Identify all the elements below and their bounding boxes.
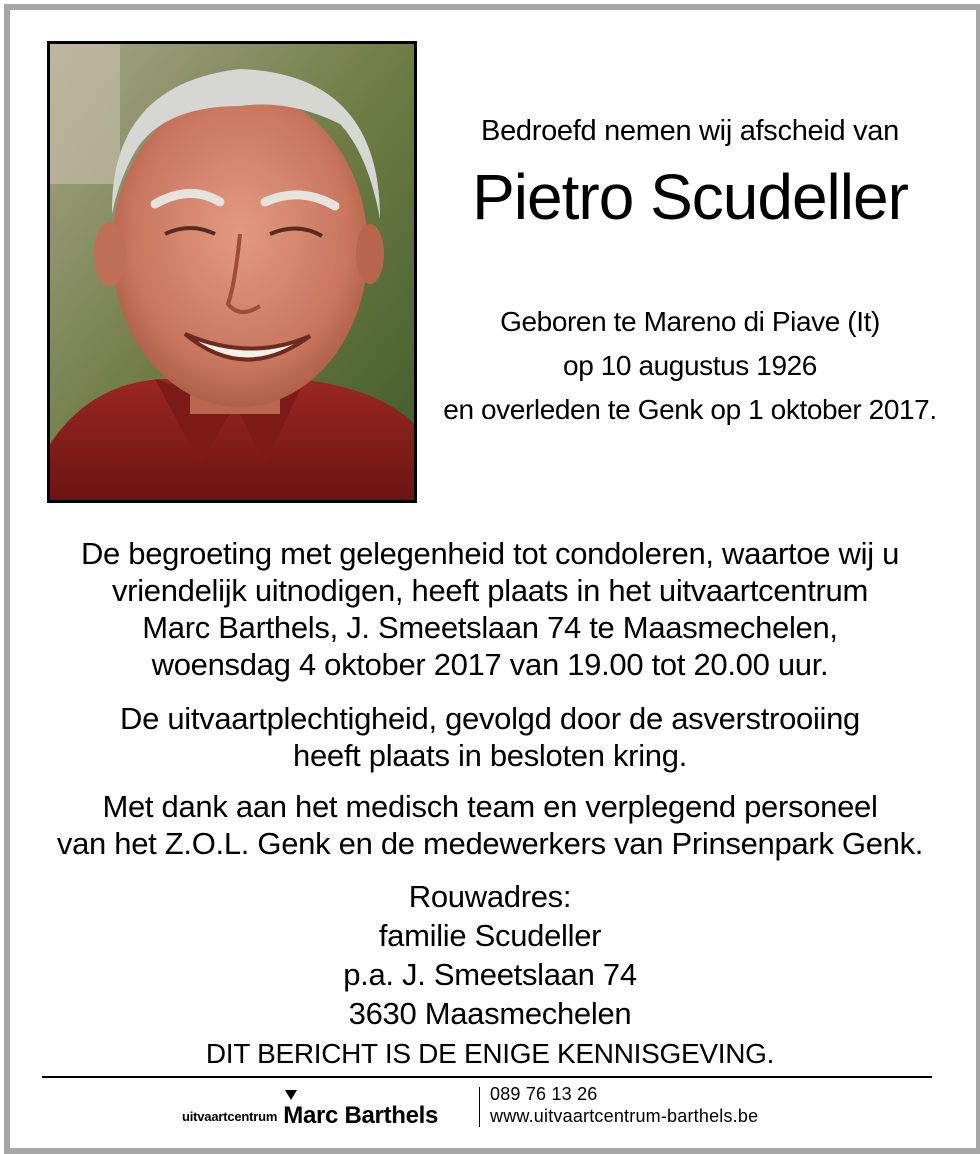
website-link[interactable]: www.uitvaartcentrum-barthels.be — [490, 1106, 759, 1126]
triangle-icon — [285, 1090, 297, 1100]
paragraph-line: Met dank aan het medisch team en verplegend personeel — [102, 789, 878, 824]
brand-name: Marc Barthels — [283, 1102, 439, 1129]
funeral-home-logo — [182, 1094, 438, 1130]
paragraph-line: De begroeting met gelegenheid tot condoleren, waartoe wij u — [80, 536, 900, 571]
thanks-paragraph — [20, 788, 960, 862]
condolence-paragraph — [20, 535, 960, 683]
brand-name-wrap — [283, 1102, 438, 1130]
paragraph-line: De uitvaartplechtigheid, gevolgd door de asverstrooiing — [119, 701, 861, 736]
footer-contact — [490, 1083, 758, 1127]
divider — [42, 1076, 932, 1078]
birth-line: en overleden te Genk op 1 oktober 2017. — [443, 394, 937, 425]
birth-line: Geboren te Mareno di Piave (It) — [500, 306, 880, 337]
address-line: 3630 Maasmechelen — [348, 996, 632, 1031]
paragraph-line: woensdag 4 oktober 2017 van 19.00 tot 20.00 uur. — [151, 647, 829, 682]
paragraph-line: Marc Barthels, J. Smeetslaan 74 te Maasmechelen, — [142, 610, 838, 645]
birth-death-info — [420, 300, 960, 432]
footer-separator — [479, 1087, 480, 1127]
sole-notification-statement: DIT BERICHT IS DE ENIGE KENNISGEVING. — [205, 1038, 775, 1069]
birth-line: op 10 augustus 1926 — [563, 350, 817, 381]
paragraph-line: heeft plaats in besloten kring. — [293, 738, 687, 773]
paragraph-line: vriendelijk uitnodigen, heeft plaats in het uitvaartcentrum — [111, 573, 869, 608]
portrait-illustration — [50, 44, 414, 500]
mourning-address — [20, 877, 960, 1033]
address-line: familie Scudeller — [378, 918, 602, 953]
phone-number: 089 76 13 26 — [490, 1084, 598, 1104]
address-label: Rouwadres: — [408, 879, 572, 914]
portrait-photo — [47, 41, 417, 503]
paragraph-line: van het Z.O.L. Genk en de medewerkers van Prinsenpark Genk. — [56, 826, 924, 861]
ceremony-paragraph — [20, 700, 960, 774]
address-line: p.a. J. Smeetslaan 74 — [343, 957, 637, 992]
deceased-name: Pietro Scudeller — [472, 161, 908, 233]
brand-prefix: uitvaartcentrum — [182, 1109, 278, 1124]
intro-text: Bedroefd nemen wij afscheid van — [481, 115, 899, 147]
